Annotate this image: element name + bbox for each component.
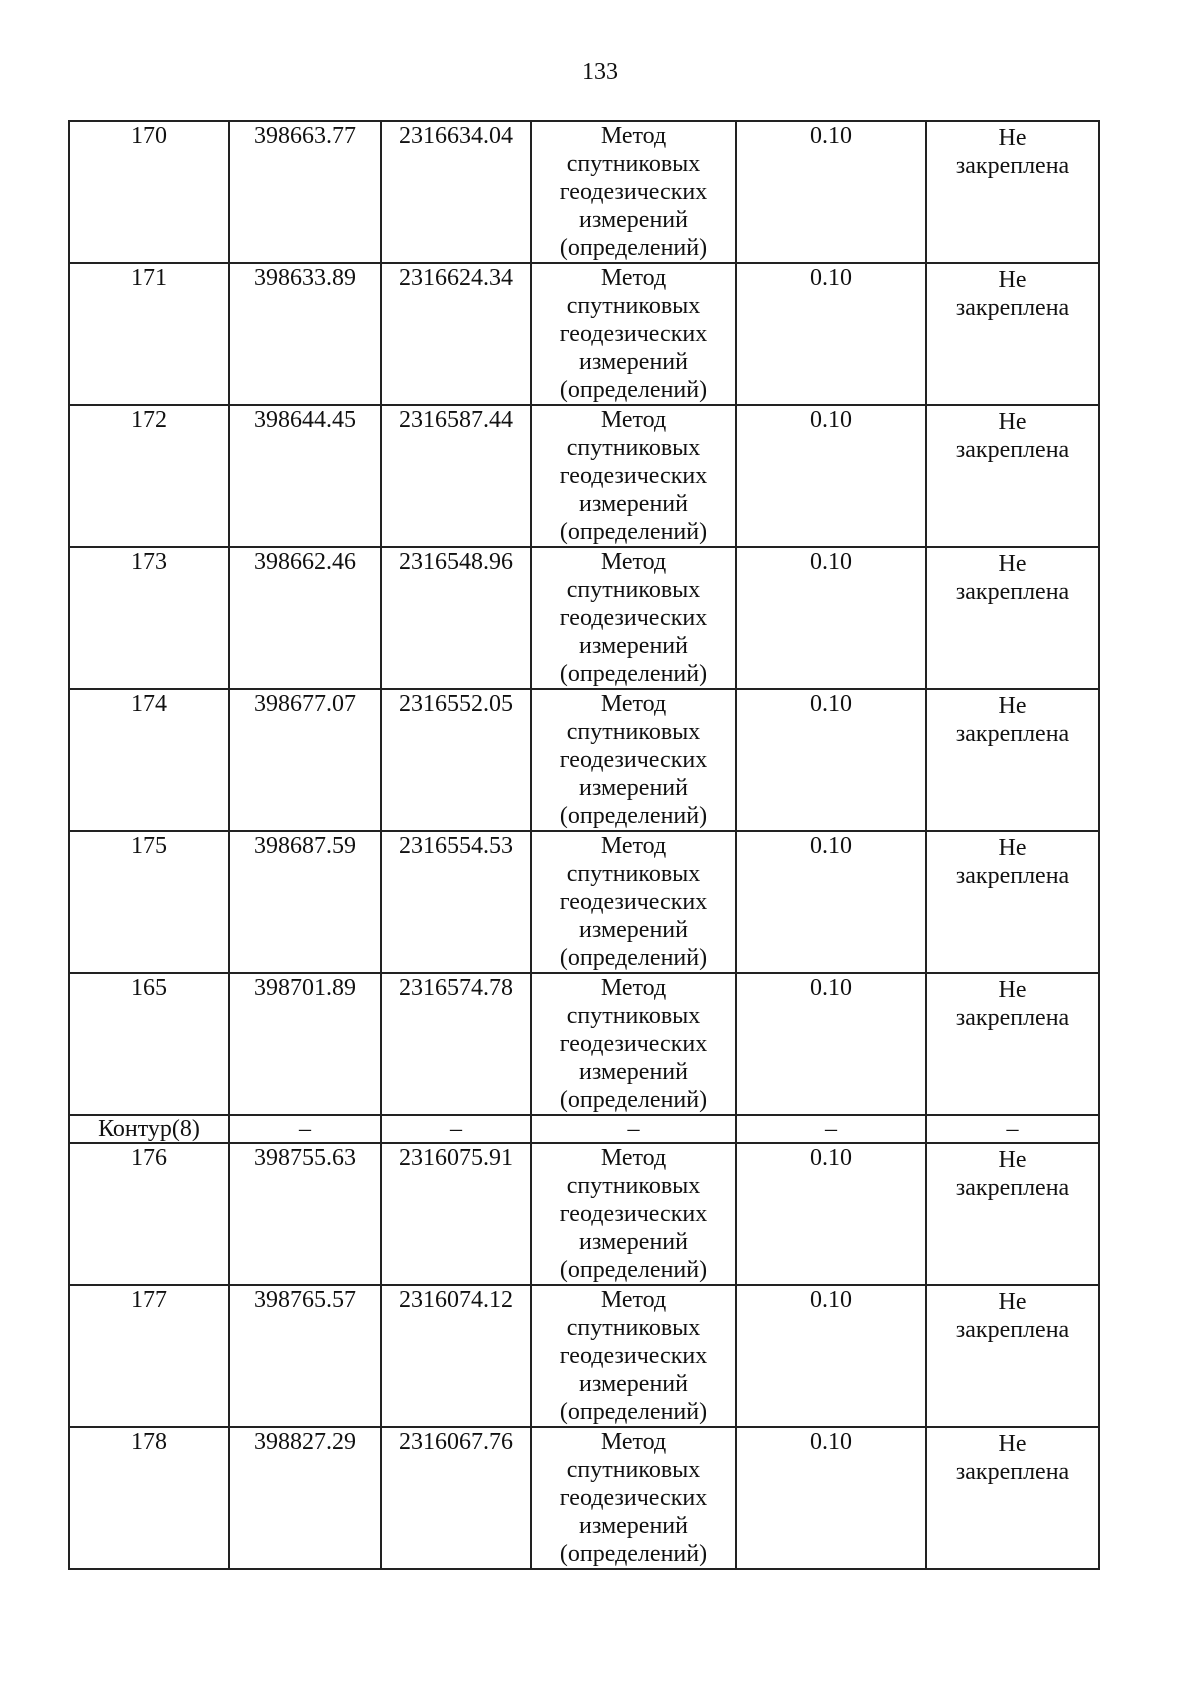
method-cell [531,1427,736,1569]
table-row [69,1427,1099,1569]
fixation-cell [926,121,1099,263]
method-cell [531,689,736,831]
contour-row [69,1115,1099,1143]
x-coordinate-cell-text: – [299,1116,311,1142]
x-coordinate-cell [229,547,381,689]
fixation-cell-text: Не закреплена [955,551,1070,605]
y-coordinate-cell [381,1427,531,1569]
y-coordinate-cell-text: 2316624.34 [399,265,513,291]
y-coordinate-cell-text: 2316634.04 [399,123,513,149]
table-row [69,831,1099,973]
fixation-cell-text: – [1006,1116,1019,1142]
accuracy-cell [736,121,926,263]
y-coordinate-cell-text: 2316074.12 [399,1287,513,1313]
point-id-cell [69,973,229,1115]
x-coordinate-cell [229,1285,381,1427]
method-cell-text: Метод спутниковых геодезических измерений (определений) [559,1145,708,1283]
fixation-cell-text: Не закреплена [955,1289,1070,1343]
accuracy-cell-text: 0.10 [810,1287,852,1313]
method-cell [531,1115,736,1143]
fixation-cell [926,263,1099,405]
method-cell-text: – [627,1116,640,1142]
table-row [69,547,1099,689]
fixation-cell [926,831,1099,973]
accuracy-cell-text: 0.10 [810,549,852,575]
accuracy-cell [736,1427,926,1569]
accuracy-cell-text: 0.10 [810,1429,852,1455]
y-coordinate-cell [381,1285,531,1427]
y-coordinate-cell [381,831,531,973]
y-coordinate-cell [381,263,531,405]
table-row [69,689,1099,831]
x-coordinate-cell [229,1143,381,1285]
x-coordinate-cell-text: 398765.57 [254,1287,356,1313]
point-id-cell [69,121,229,263]
y-coordinate-cell-text: 2316552.05 [399,691,513,717]
fixation-cell [926,547,1099,689]
fixation-cell [926,973,1099,1115]
point-id-cell [69,831,229,973]
x-coordinate-cell [229,1427,381,1569]
method-cell [531,831,736,973]
x-coordinate-cell [229,973,381,1115]
coordinates-table [68,120,1100,1570]
x-coordinate-cell [229,121,381,263]
method-cell [531,263,736,405]
point-id-cell [69,405,229,547]
accuracy-cell-text: 0.10 [810,265,852,291]
fixation-cell [926,1115,1099,1143]
y-coordinate-cell [381,405,531,547]
point-id-cell-text: 170 [131,123,167,149]
y-coordinate-cell-text: 2316554.53 [399,833,513,859]
point-id-cell-text: 175 [131,833,167,859]
x-coordinate-cell [229,1115,381,1143]
accuracy-cell-text: – [825,1116,837,1142]
method-cell-text: Метод спутниковых геодезических измерений (определений) [559,265,708,403]
method-cell-text: Метод спутниковых геодезических измерений (определений) [559,549,708,687]
fixation-cell [926,1143,1099,1285]
method-cell [531,405,736,547]
coordinates-table-body [69,121,1099,1569]
method-cell-text: Метод спутниковых геодезических измерений (определений) [559,833,708,971]
fixation-cell [926,1285,1099,1427]
point-id-cell [69,1143,229,1285]
method-cell-text: Метод спутниковых геодезических измерений (определений) [559,407,708,545]
x-coordinate-cell-text: 398677.07 [254,691,356,717]
x-coordinate-cell [229,405,381,547]
accuracy-cell-text: 0.10 [810,407,852,433]
fixation-cell-text: Не закреплена [955,267,1070,321]
fixation-cell-text: Не закреплена [955,125,1070,179]
page-number: 133 [582,59,618,85]
fixation-cell-text: Не закреплена [955,977,1070,1031]
method-cell [531,973,736,1115]
method-cell-text: Метод спутниковых геодезических измерений (определений) [559,1287,708,1425]
accuracy-cell [736,689,926,831]
x-coordinate-cell-text: 398827.29 [254,1429,356,1455]
method-cell [531,1285,736,1427]
point-id-cell-text: 172 [131,407,167,433]
table-row [69,973,1099,1115]
method-cell [531,121,736,263]
y-coordinate-cell-text: 2316067.76 [399,1429,513,1455]
point-id-cell-text: 174 [131,691,167,717]
x-coordinate-cell-text: 398663.77 [254,123,356,149]
fixation-cell-text: Не закреплена [955,835,1070,889]
point-id-cell-text: 171 [131,265,167,291]
accuracy-cell [736,547,926,689]
fixation-cell-text: Не закреплена [955,409,1070,463]
table-row [69,263,1099,405]
x-coordinate-cell-text: 398701.89 [254,975,356,1001]
table-row [69,121,1099,263]
x-coordinate-cell [229,831,381,973]
y-coordinate-cell [381,973,531,1115]
method-cell [531,547,736,689]
y-coordinate-cell-text: 2316574.78 [399,975,513,1001]
fixation-cell-text: Не закреплена [955,1147,1070,1201]
method-cell-text: Метод спутниковых геодезических измерений (определений) [559,123,708,261]
x-coordinate-cell-text: 398662.46 [254,549,356,575]
table-row [69,1285,1099,1427]
fixation-cell-text: Не закреплена [955,1431,1070,1485]
x-coordinate-cell-text: 398755.63 [254,1145,356,1171]
accuracy-cell [736,405,926,547]
y-coordinate-cell [381,121,531,263]
accuracy-cell [736,1115,926,1143]
point-id-cell [69,1427,229,1569]
point-id-cell-text: 173 [131,549,167,575]
accuracy-cell-text: 0.10 [810,833,852,859]
y-coordinate-cell-text: 2316548.96 [399,549,513,575]
method-cell [531,1143,736,1285]
x-coordinate-cell-text: 398644.45 [254,407,356,433]
point-id-cell-text: 178 [131,1429,167,1455]
y-coordinate-cell-text: 2316587.44 [399,407,513,433]
accuracy-cell [736,1143,926,1285]
y-coordinate-cell [381,1115,531,1143]
x-coordinate-cell-text: 398633.89 [254,265,356,291]
method-cell-text: Метод спутниковых геодезических измерений (определений) [559,691,708,829]
point-id-cell [69,263,229,405]
point-id-cell-text: 177 [131,1287,167,1313]
fixation-cell [926,405,1099,547]
accuracy-cell-text: 0.10 [810,975,852,1001]
y-coordinate-cell-text: 2316075.91 [399,1145,513,1171]
point-id-cell [69,1285,229,1427]
x-coordinate-cell [229,689,381,831]
method-cell-text: Метод спутниковых геодезических измерений (определений) [559,1429,708,1567]
point-id-cell-text: 165 [131,975,167,1001]
table-row [69,405,1099,547]
point-id-cell-text: 176 [131,1145,167,1171]
accuracy-cell [736,263,926,405]
y-coordinate-cell-text: – [450,1116,462,1142]
point-id-cell [69,547,229,689]
accuracy-cell [736,831,926,973]
point-id-cell [69,1115,229,1143]
y-coordinate-cell [381,547,531,689]
accuracy-cell-text: 0.10 [810,123,852,149]
accuracy-cell [736,973,926,1115]
fixation-cell [926,689,1099,831]
accuracy-cell [736,1285,926,1427]
point-id-cell-text: Контур(8) [98,1116,200,1142]
table-row [69,1143,1099,1285]
x-coordinate-cell [229,263,381,405]
fixation-cell [926,1427,1099,1569]
fixation-cell-text: Не закреплена [955,693,1070,747]
method-cell-text: Метод спутниковых геодезических измерений (определений) [559,975,708,1113]
point-id-cell [69,689,229,831]
y-coordinate-cell [381,689,531,831]
accuracy-cell-text: 0.10 [810,691,852,717]
y-coordinate-cell [381,1143,531,1285]
x-coordinate-cell-text: 398687.59 [254,833,356,859]
accuracy-cell-text: 0.10 [810,1145,852,1171]
